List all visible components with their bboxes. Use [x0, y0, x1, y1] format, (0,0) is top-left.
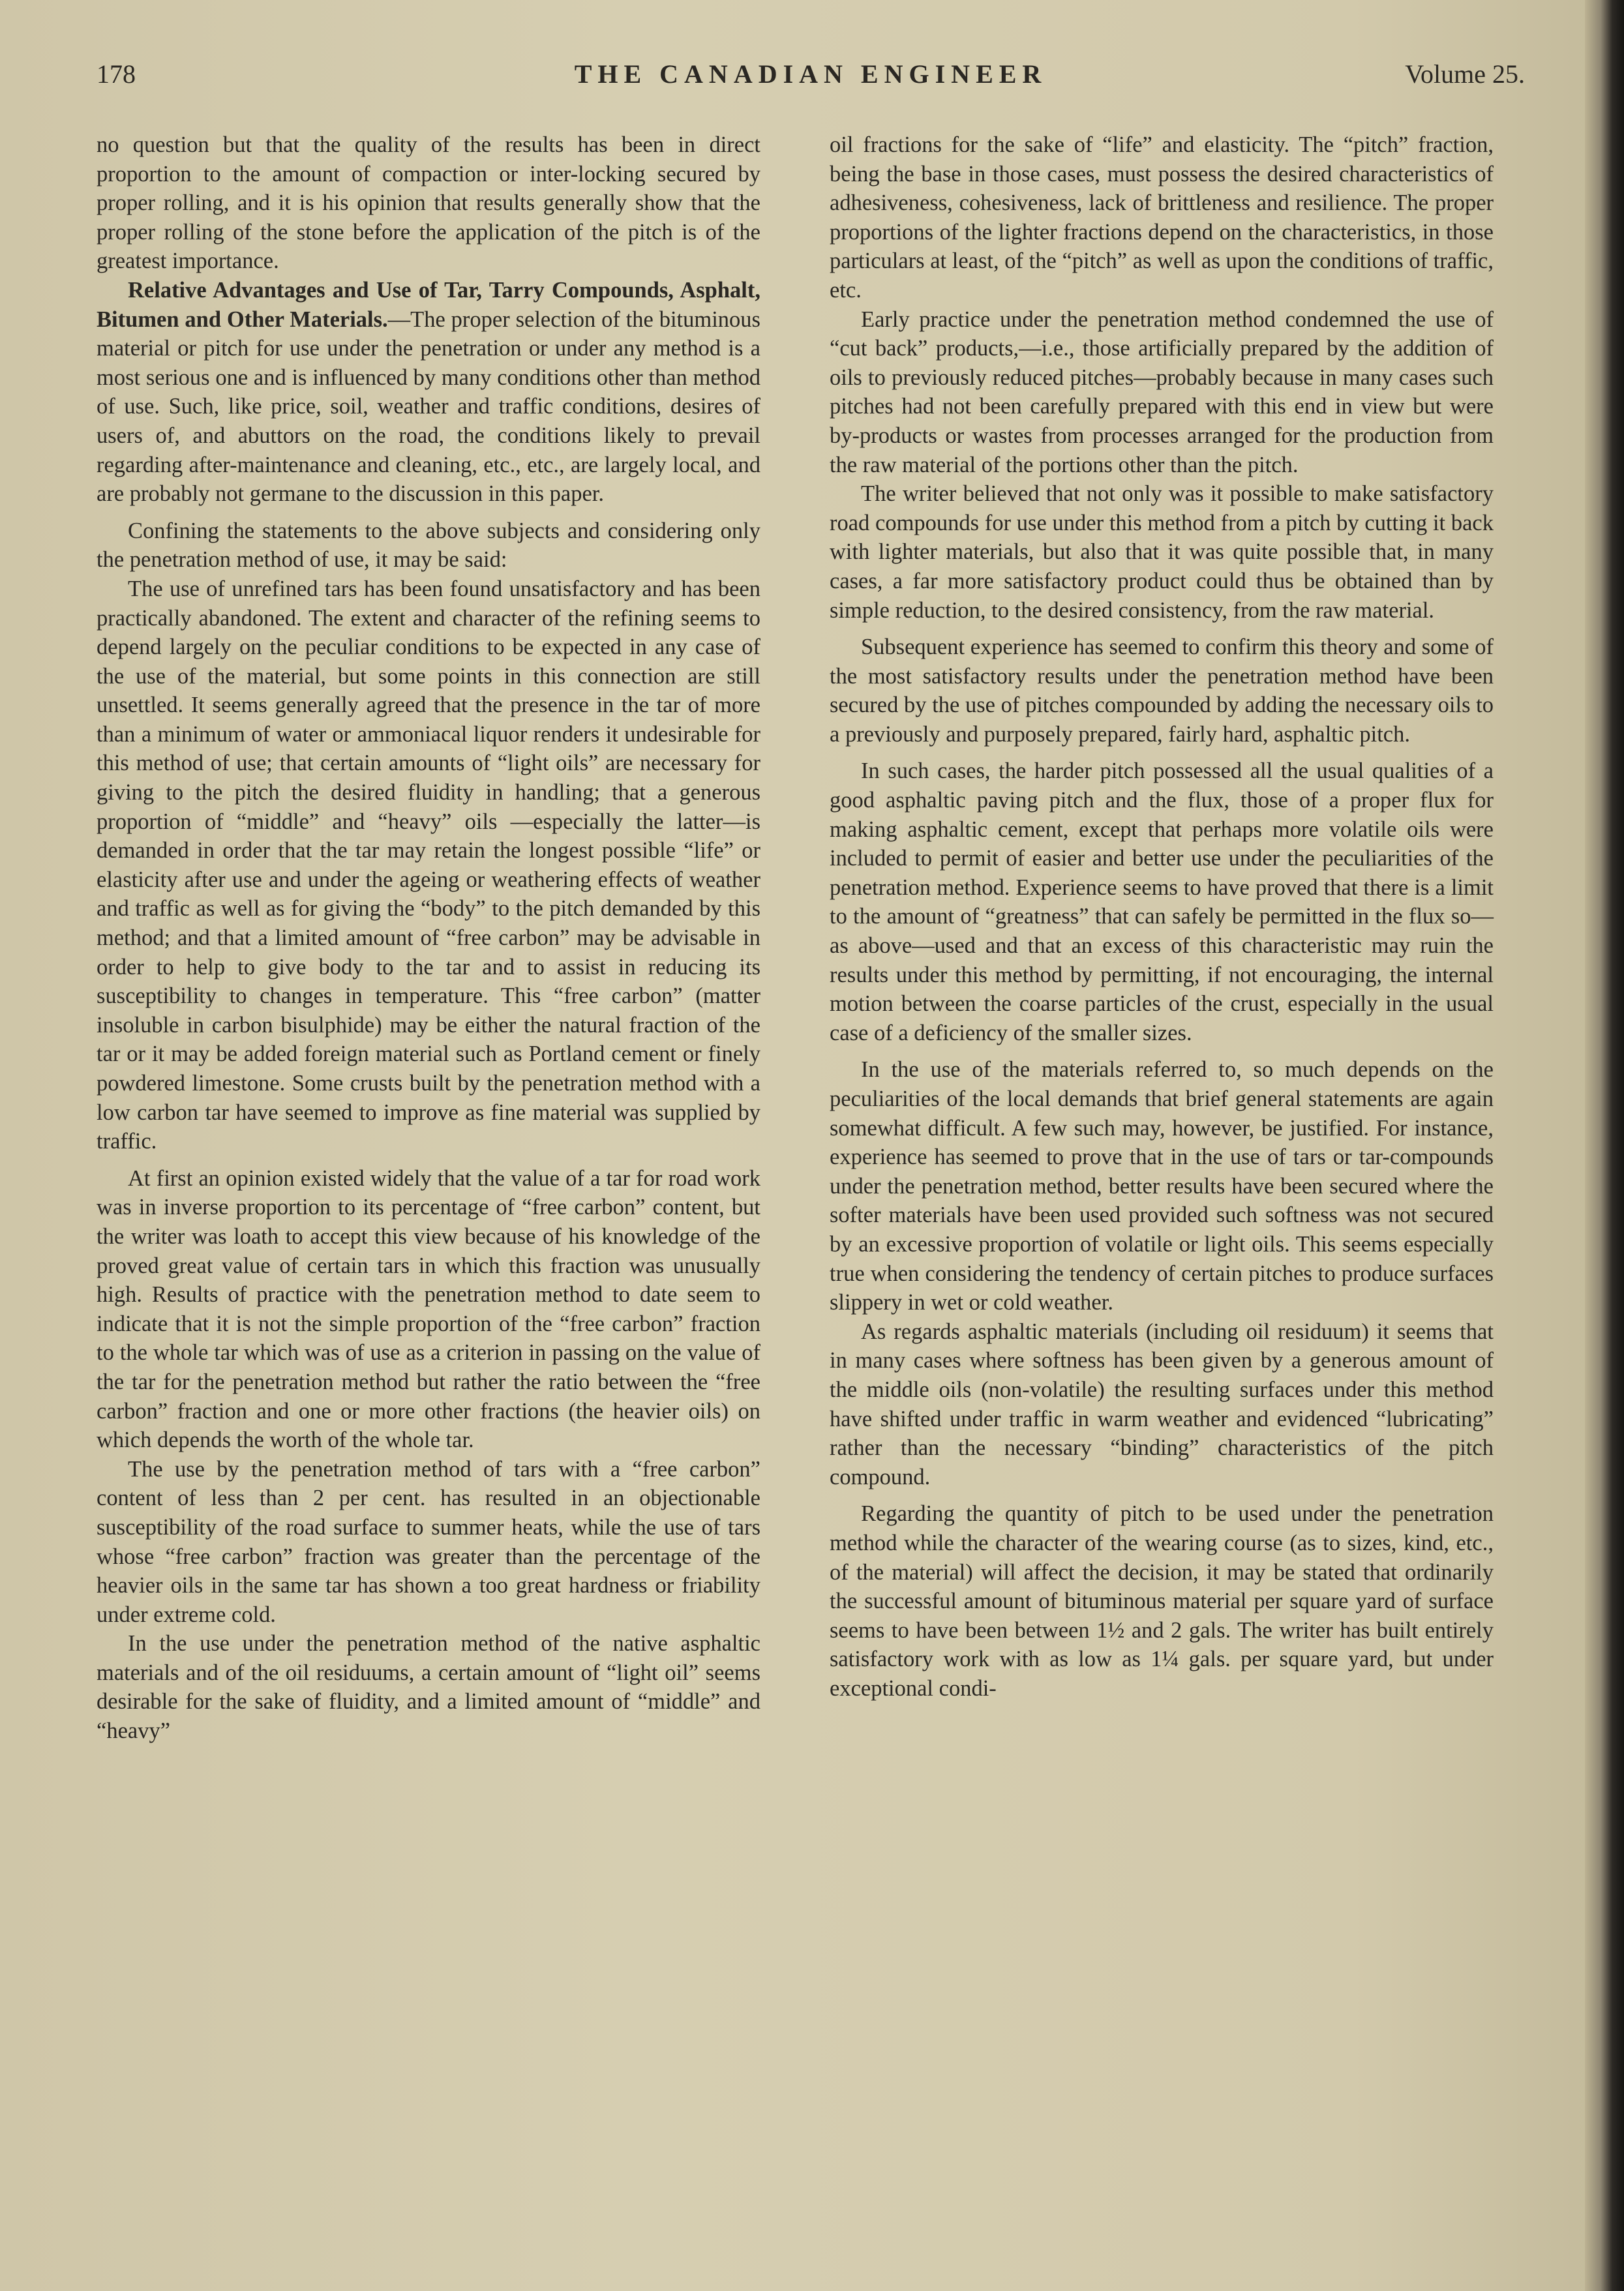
- journal-title: THE CANADIAN ENGINEER: [574, 59, 1047, 89]
- paragraph: The use of unrefined tars has been found unsatisfactory and has been practically abandoned. The extent and character of the refining seems to depend largely on the peculiar conditions to be expected in any case of the use of the material, but some points in this connection are still unsettled. It seems generally agreed that the presence in the tar of more than a minimum of water or ammoniacal liquor renders it undesirable for this method of use; that certain amounts of “light oils” are necessary for giving to the pitch the desired fluidity in handling; that a generous proportion of “middle” and “heavy” oils —especially the latter—is demanded in order that the tar may retain the longest possible “life” or elasticity after use and under the ageing or weathering effects of weather and traffic as well as for giving the “body” to the pitch demanded by this method; and that a limited amount of “free carbon” may be advisable in order to help to give body to the tar and to assist in reducing its susceptibility to changes in temperature. This “free carbon” (matter insoluble in carbon bisulphide) may be either the natural fraction of the tar or it may be added foreign material such as Portland cement or finely powdered limestone. Some crusts built by the penetration method with a low carbon tar have seemed to improve as fine material was supplied by traffic.: [97, 576, 760, 1154]
- paragraph: As regards asphaltic materials (including oil residuum) it seems that in many cases where softness has been given by a generous amount of the middle oils (non-volatile) the resulting surfaces under this method have shifted under traffic in warm weather and evidenced “lubricating” rather than the necessary “binding” characteristics of the pitch compound.: [830, 1319, 1494, 1490]
- paragraph: At first an opinion existed widely that the value of a tar for road work was in inverse proportion to its percentage of “free carbon” content, but the writer was loath to accept this view because of his knowledge of the proved great value of certain tars in which this fraction was unusually high. Results of practice with the penetration method to date seem to indicate that it is not the simple proportion of the “free carbon” fraction to the whole tar which was of use as a criterion in passing on the value of the tar for the penetration method but rather the ratio between the “free carbon” fraction and one or more other fractions (the heavier oils) on which depends the worth of the whole tar.: [97, 1165, 760, 1453]
- volume-label: Volume 25.: [1405, 59, 1525, 89]
- paragraph: Early practice under the penetration method condemned the use of “cut back” products,—i.e., those artificially prepared by the addition of oils to previously reduced pitches—probably because in many cases such pitches had not been carefully prepared with this end in view but were by-products or wastes from processes arranged for the production from the raw material of the portions other than the pitch.: [830, 307, 1494, 477]
- section-heading: Relative Advantages and Use of Tar, Tarry Compounds, Asphalt, Bitumen and Other Materials.: [97, 277, 760, 332]
- book-binding-edge: [1585, 0, 1624, 2291]
- paragraph: In the use under the penetration method of the native asphaltic materials and of the oil residuums, a certain amount of “light oil” seems desirable for the sake of fluidity, and a limited amount of “middle” and “heavy”: [97, 1631, 760, 1744]
- paragraph: The use by the penetration method of tars with a “free carbon” content of less than 2 per cent. has resulted in an objectionable susceptibility of the road surface to summer heats, while the use of tars whose “free carbon” fraction was greater than the percentage of the heavier oils in the same tar has shown a too great hardness or friability under extreme cold.: [97, 1456, 760, 1627]
- paragraph-text: —The proper selection of the bituminous material or pitch for use under the penetration or under any method is a most serious one and is influenced by many conditions other than method of use. Such, like price, soil, weather and traffic conditions, desires of users of, and abuttors on the road, the conditions likely to prevail regarding after-maintenance and cleaning, etc., etc., are largely local, and are probably not germane to the discussion in this paper.: [97, 307, 760, 507]
- paragraph: oil fractions for the sake of “life” and elasticity. The “pitch” fraction, being the base in those cases, must possess the desired characteristics of adhesiveness, cohesiveness, lack of brittleness and resilience. The proper proportions of the lighter fractions depend on the characteristics, in those particulars at least, of the “pitch” as well as upon the conditions of traffic, etc.: [830, 132, 1494, 303]
- left-column: [97, 130, 760, 1746]
- paragraph: Subsequent experience has seemed to confirm this theory and some of the most satisfactory results under the penetration method have been secured by the use of pitches compounded by adding the necessary oils to a previously and purposely prepared, fairly hard, asphaltic pitch.: [830, 635, 1494, 747]
- running-header: [97, 59, 1525, 98]
- paragraph: no question but that the quality of the results has been in direct proportion to the amount of compaction or inter-locking secured by proper rolling, and it is his opinion that results generally show that the proper rolling of the stone before the application of the pitch is of the greatest importance.: [97, 132, 760, 274]
- paragraph: Confining the statements to the above subjects and considering only the penetration method of use, it may be said:: [97, 518, 760, 573]
- paragraph: Regarding the quantity of pitch to be used under the penetration method while the character of the wearing course (as to sizes, kind, etc., of the material) will affect the decision, it may be stated that ordinarily the successful amount of bituminous material per square yard of surface seems to have been between 1½ and 2 gals. The writer has built entirely satisfactory work with as low as 1¼ gals. per square yard, but under exceptional condi-: [830, 1501, 1494, 1701]
- paragraph: The writer believed that not only was it possible to make satisfactory road compounds for use under this method from a pitch by cutting it back with lighter materials, but also that it was quite possible that, in many cases, a far more satisfactory product could thus be obtained than by simple reduction, to the desired consistency, from the raw material.: [830, 481, 1494, 623]
- section-paragraph: [97, 276, 760, 509]
- paragraph: In the use of the materials referred to, so much depends on the peculiarities of the local demands that brief general statements are again somewhat difficult. A few such may, however, be justified. For instance, experience has seemed to prove that in the use of tars or tar-compounds under the penetration method, better results have been secured where the softer materials have been used provided such softness was not secured by an excessive proportion of volatile or light oils. This seems especially true when considering the tendency of certain pitches to produce surfaces slippery in wet or cold weather.: [830, 1057, 1494, 1315]
- page-number: 178: [97, 59, 136, 89]
- paragraph: In such cases, the harder pitch possessed all the usual qualities of a good asphaltic paving pitch and the flux, those of a proper flux for making asphaltic cement, except that perhaps more volatile oils were included to permit of easier and better use under the peculiarities of the penetration method. Experience seems to have proved that there is a limit to the amount of “greatness” that can safely be permitted in the flux so—as above—used and that an excess of this characteristic may ruin the results under this method by permitting, if not encouraging, the internal motion between the coarse particles of the crust, especially in the usual case of a deficiency of the smaller sizes.: [830, 758, 1494, 1045]
- right-column: [830, 130, 1494, 1703]
